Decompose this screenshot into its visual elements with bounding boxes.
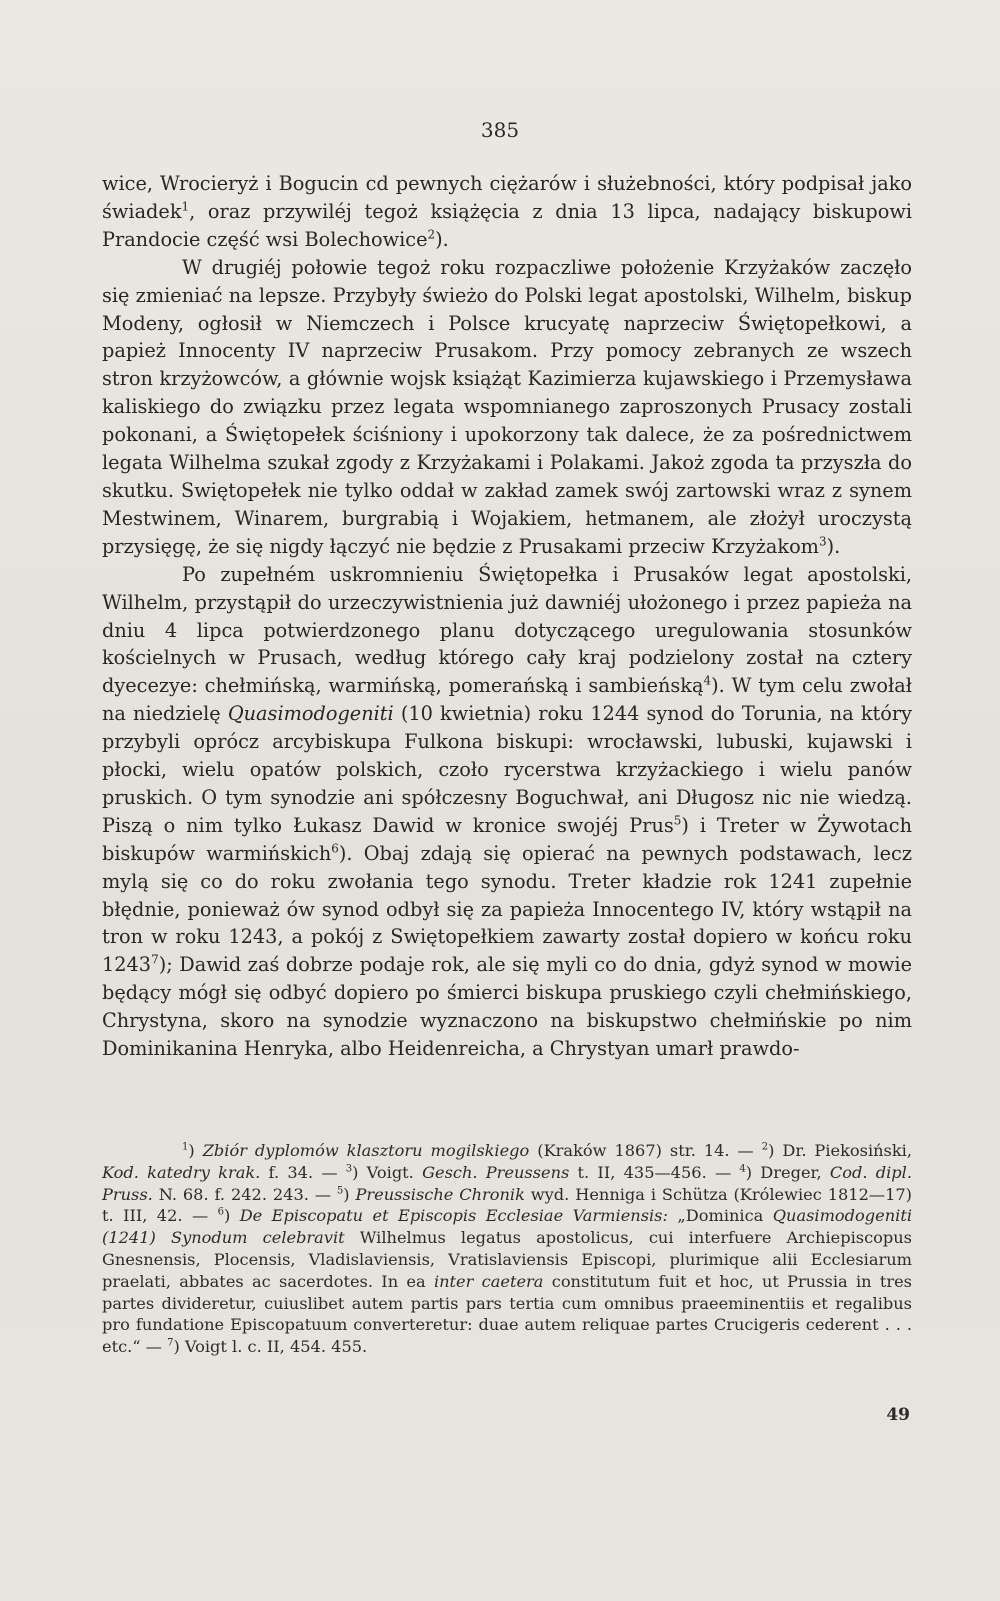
footnote-marker: 7 bbox=[151, 952, 159, 967]
footnote-marker: 4 bbox=[739, 1163, 746, 1175]
text-run: ) Voigt l. c. II, 454. 455. bbox=[173, 1337, 368, 1357]
text-run: wyd. Henniga i Schütza (Królewiec 1812—17) t. III, 42. — bbox=[102, 1184, 912, 1226]
text-run: ); Dawid zaś dobrze podaje rok, ale się myli co do dnia, gdyż synod w mowie będący mógł się odbyć dopiero po śmierci biskupa pruskiego czyli chełmińskiego, Chrystyna, skoro na synodzie wyznaczono na biskupstwo chełmińskie po nim Dominikanina Henryka, albo Heidenreicha, a Chrystyan umarł prawdo- bbox=[102, 953, 912, 1061]
text-run: ) Dr. Piekosiński, bbox=[768, 1141, 912, 1160]
text-run: ). W tym celu zwołał na niedzielę bbox=[102, 674, 912, 726]
paragraph bbox=[102, 254, 912, 561]
text-run: t. II, 435—456. — bbox=[569, 1162, 740, 1182]
footnote-marker: 6 bbox=[217, 1207, 224, 1218]
footnote-marker: 2 bbox=[427, 227, 436, 242]
text-run: Wilhelmus legatus apostolicus, cui interfuere Archiepiscopus Gnesnensis, Plocensis, Vladislaviensis, Vratislaviensis Episcopi, plurimique alii Ecclesiarum praelati, abbates ac sacerdotes. In ea bbox=[102, 1228, 912, 1291]
footnote-marker: 7 bbox=[167, 1337, 174, 1349]
italic-title: Preussische Chronik bbox=[355, 1184, 525, 1204]
page-number: 385 bbox=[480, 118, 520, 142]
text-run: f. 34. — bbox=[260, 1162, 346, 1182]
text-run: , oraz przywiléj tegoż książęcia z dnia 13 lipca, nadający biskupowi Prandocie część wsi Bolechowice bbox=[102, 199, 912, 251]
text-run: (10 kwietnia) roku 1244 synod do Torunia, na który przybyli oprócz arcybiskupa Fulkona biskupi: wrocławski, lubuski, kujawski i płocki, wielu opatów polskich, czoło rycerstwa krzyżackiego i wielu panów pruskich. O tym synodzie ani spółczesny Boguchwał, ani Długosz nic nie wiedzą. Piszą o nim tylko Łukasz Dawid w kronice swojéj Prus bbox=[102, 702, 912, 837]
footnotes bbox=[102, 1140, 912, 1358]
italic-title: Quasimodogeniti (1241) Synodum celebravit bbox=[102, 1206, 913, 1248]
printer-signature: 49 bbox=[886, 1405, 910, 1425]
footnote-marker: 6 bbox=[331, 841, 339, 856]
footnote-marker: 1 bbox=[182, 1141, 189, 1153]
text-run: ). Obaj zdają się opierać na pewnych podstawach, lecz mylą się co do roku zwołania tego synodu. Treter kładzie rok 1241 zupełnie błędnie, ponieważ ów synod odbył się za papieża Innocentego IV, który wstąpił na tron w roku 1243, a pokój z Swiętopełkiem zawarty został dopiero w końcu roku 1243 bbox=[102, 841, 913, 977]
text-run: Po zupełném uskromnieniu Świętopełka i Prusaków legat apostolski, Wilhelm, przystąpił do urzeczywistnienia już dawniéj ułożonego i przez papieża na dniu 4 lipca potwierdzonego planu dotyczącego uregulowania stosunków kościelnych w Prusach, według którego cały kraj podzielony został na cztery dyecezye: chełmińską, warmińską, pomerańską i sambieńską bbox=[102, 562, 912, 698]
text-run: ) bbox=[188, 1141, 203, 1160]
footnote-marker: 1 bbox=[181, 199, 190, 214]
footnote-paragraph bbox=[102, 1140, 912, 1358]
text-run: W drugiéj połowie tegoż roku rozpaczliwe położenie Krzyżaków zaczęło się zmieniać na lepsze. Przybyły świeżo do Polski legat apostolski, Wilhelm, biskup Modeny, ogłosił w Niemczech i Polsce krucyatę naprzeciw Świętopełkowi, a papież Innocenty IV naprzeciw Prusakom. Przy pomocy zebranych ze wszech stron krzyżowców, a głównie wojsk książąt Kazimierza kujawskiego i Przemysława kaliskiego do związku przez legata wspomnianego zaproszonych Prusacy zostali pokonani, a Świętopełek ściśniony i upokorzony tak dalece, że za pośrednictwem legata Wilhelma szukał zgody z Krzyżakami i Polakami. Jakoż zgoda ta przyszła do skutku. Swiętopełek nie tylko oddał w zakład zamek swój zartowski wraz z synem Mestwinem, Winarem, burgrabią i Wojakiem, hetmanem, ale złożył uroczystą przysięgę, że się nigdy łączyć nie będzie z Prusakami przeciw Krzyżakom bbox=[102, 255, 912, 558]
italic-title: De Episcopatu et Episcopis Ecclesiae Varmiensis: bbox=[239, 1206, 668, 1226]
text-run: ) Voigt. bbox=[352, 1162, 423, 1182]
text-run: N. 68. f. 242. 243. — bbox=[152, 1184, 337, 1204]
italic-title: Gesch. Preussens bbox=[422, 1162, 570, 1182]
text-run: (Kraków 1867) str. 14. — bbox=[529, 1141, 762, 1160]
footnote-marker: 3 bbox=[345, 1163, 353, 1175]
text-run: ) bbox=[223, 1206, 240, 1226]
italic-title: Kod. katedry krak. bbox=[102, 1162, 261, 1182]
text-run: ). bbox=[826, 534, 841, 558]
text-run: ) Dreger, bbox=[745, 1162, 830, 1182]
italic-title: Cod. dipl. Pruss. bbox=[102, 1162, 912, 1204]
text-run: „Dominica bbox=[667, 1206, 773, 1226]
text-run: ) i Treter w Żywotach biskupów warmińskich bbox=[102, 813, 913, 865]
main-text bbox=[102, 170, 912, 1063]
footnote-marker: 2 bbox=[761, 1141, 769, 1153]
paragraph bbox=[102, 170, 912, 254]
italic-title: inter caetera bbox=[433, 1271, 544, 1291]
text-run: ) bbox=[343, 1184, 356, 1204]
footnote-marker: 4 bbox=[703, 673, 712, 688]
text-run: wice, Wrocieryż i Bogucin cd pewnych ciężarów i służebności, który podpisał jako świadek bbox=[102, 172, 912, 223]
paragraph bbox=[102, 561, 912, 1063]
footnote-marker: 5 bbox=[673, 813, 682, 828]
footnote-marker: 5 bbox=[336, 1185, 344, 1197]
italic-title: Zbiór dyplomów klasztoru mogilskiego bbox=[202, 1141, 530, 1160]
text-run: ). bbox=[435, 227, 449, 251]
text-run: constitutum fuit et hoc, ut Prussia in tres partes divideretur, cuiuslibet autem partis pars tertia cum omnibus praeeminentiis et regalibus pro fundatione Episcopatuum converteretur: duae autem reliquae partes Crucigeris cederent . . . etc.“ — bbox=[102, 1271, 912, 1357]
footnote-marker: 3 bbox=[818, 534, 827, 549]
italic-title: Quasimodogeniti bbox=[227, 702, 394, 726]
